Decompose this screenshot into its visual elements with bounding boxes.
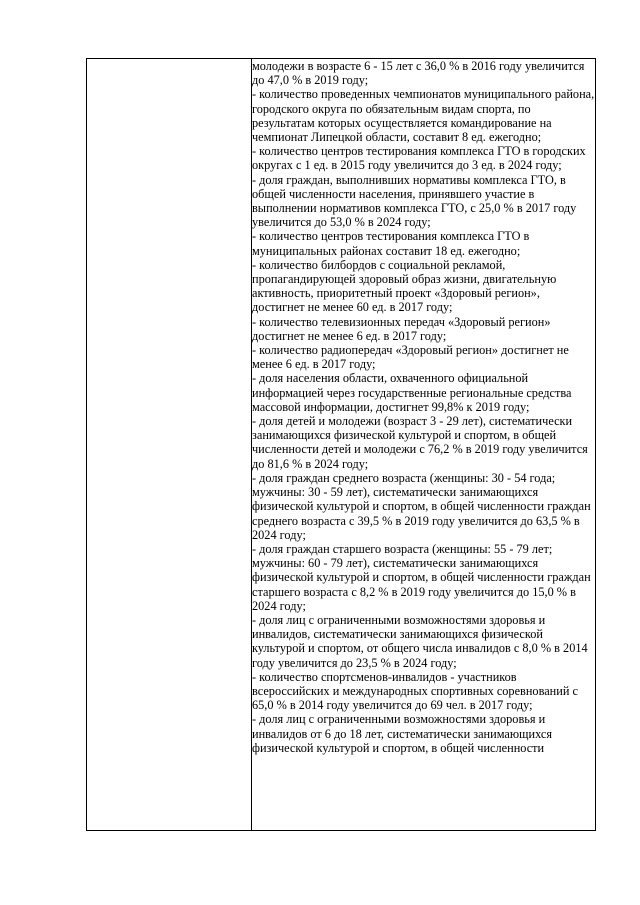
indicator-text: - доля лиц с ограниченными возможностями здоровья и инвалидов, систематически занимающихся физической культурой и спортом, от общего числа инвалидов с 8,0 % в 2014 году увеличится до 23,5 % в 2024 году; xyxy=(252,612,588,670)
document-table xyxy=(86,58,596,831)
indicator-text: - количество радиопередач «Здоровый регион» достигнет не менее 6 ед. в 2017 году; xyxy=(252,343,569,372)
indicator-text: - доля граждан, выполнивших нормативы комплекса ГТО, в общей численности населения, принявшего участие в выполнении нормативов комплекса ГТО, с 25,0 % в 2017 году увеличится до 53,0 % в 2024 году; xyxy=(252,172,577,230)
indicator-text: - количество телевизионных передач «Здоровый регион» достигнет не менее 6 ед. в 2017 году; xyxy=(252,314,551,343)
indicator-text: - доля граждан среднего возраста (женщины: 30 - 54 года; мужчины: 30 - 59 лет), систематически занимающихся физической культурой и спортом, в общей численности граждан среднего возраста с 39,5 % в 2019 году увеличится до 63,5 % в 2024 году; xyxy=(252,470,591,542)
indicator-text: - количество билбордов с социальной рекламой, пропагандирующей здоровый образ жизни, двигательную активность, приоритетный проект «Здоровый регион», достигнет не менее 60 ед. в 2017 году; xyxy=(252,257,557,315)
table-row xyxy=(87,59,596,831)
indicators-cell xyxy=(252,59,596,831)
indicator-text: - количество центров тестирования комплекса ГТО в муниципальных районах составит 18 ед. ежегодно; xyxy=(252,229,530,258)
indicator-text: - доля населения области, охваченного официальной информацией через государственные региональные средства массовой информации, достигнет 99,8% к 2019 году; xyxy=(252,371,572,414)
indicator-text: молодежи в возрасте 6 - 15 лет с 36,0 % в 2016 году увеличится до 47,0 % в 2019 году; xyxy=(252,59,585,88)
empty-left-cell xyxy=(87,59,252,831)
indicator-text: - доля граждан старшего возраста (женщины: 55 - 79 лет; мужчины: 60 - 79 лет), систематически занимающихся физической культурой и спортом, в общей численности граждан старшего возраста с 8,2 % в 2019 году увеличится до 15,0 % в 2024 году; xyxy=(252,541,591,613)
indicator-text: - количество центров тестирования комплекса ГТО в городских округах с 1 ед. в 2015 году увеличится до 3 ед. в 2024 году; xyxy=(252,144,586,173)
indicator-text: - доля лиц с ограниченными возможностями здоровья и инвалидов от 6 до 18 лет, систематически занимающихся физической культурой и спортом, в общей численности xyxy=(252,712,553,755)
indicator-text: - количество спортсменов-инвалидов - участников всероссийских и международных спортивных соревнований с 65,0 % в 2014 году увеличится до 69 чел. в 2017 году; xyxy=(252,669,578,713)
indicator-text: - доля детей и молодежи (возраст 3 - 29 лет), систематически занимающихся физической культурой и спортом, в общей численности детей и молодежи с 76,2 % в 2019 году увеличится до 81,6 % в 2024 году; xyxy=(252,414,588,471)
indicator-text: - количество проведенных чемпионатов муниципального района, городского округа по обязательным видам спорта, по результатам которых осуществляется командирование на чемпионат Липецкой области, составит 8 ед. ежегодно; xyxy=(252,87,595,145)
